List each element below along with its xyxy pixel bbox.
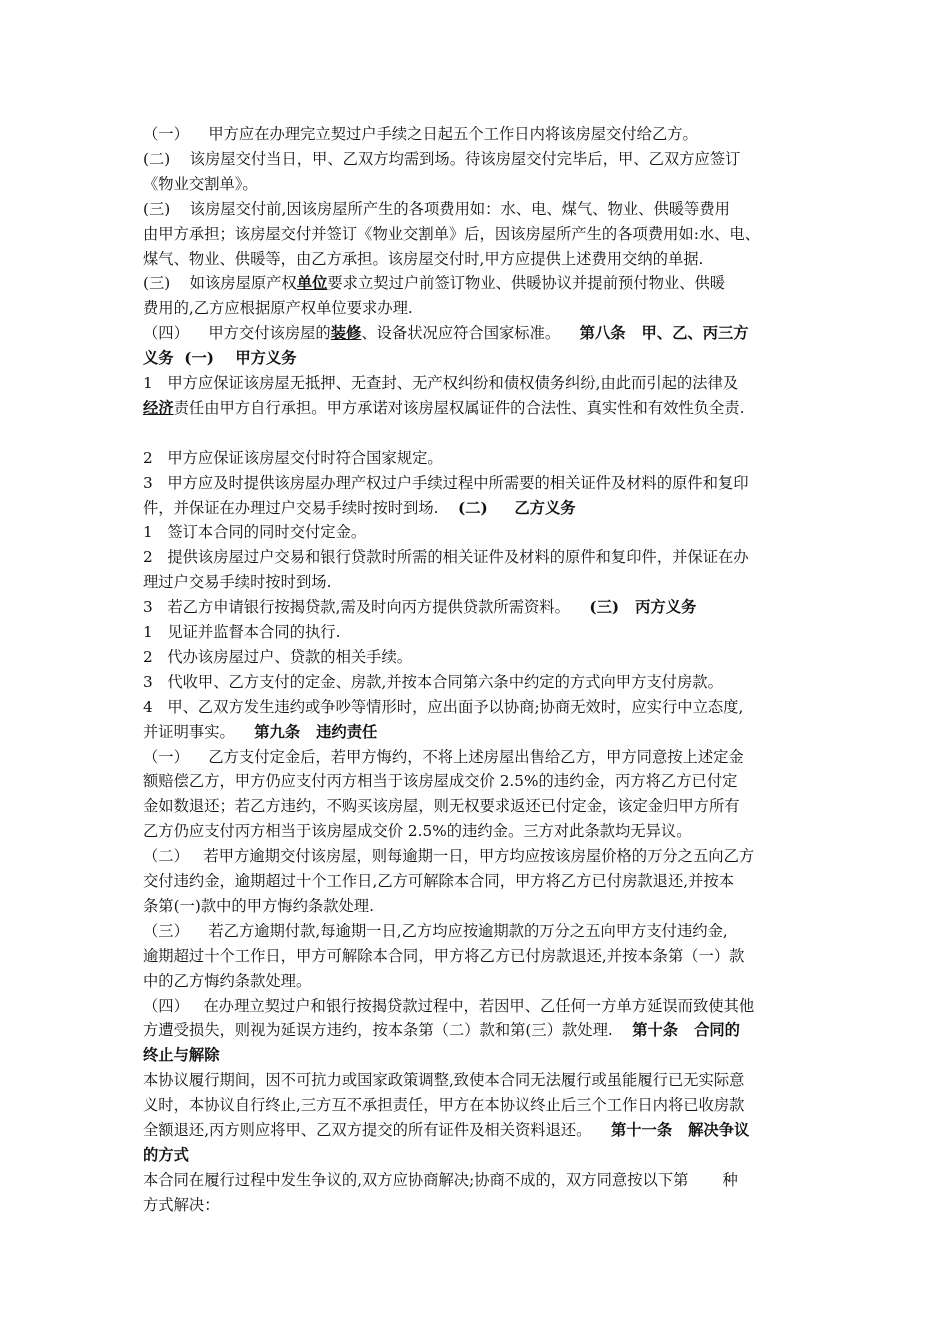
text-run: 由甲方承担；该房屋交付并签订《物业交割单》后，因该房屋所产生的各项费用如:水、电、 (143, 224, 761, 243)
text-line (143, 1018, 740, 1042)
text-line (143, 919, 728, 943)
text-run: 3 代收甲、乙方支付的定金、房款,并按本合同第六条中约定的方式向甲方支付房款。 (143, 672, 723, 691)
text-run: 《物业交割单》。 (143, 174, 258, 193)
text-line (143, 396, 744, 420)
text-run: 中的乙方悔约条款处理。 (143, 971, 312, 990)
text-run: 义时，本协议自行终止,三方互不承担责任，甲方在本协议终止后三个工作日内将已收房款 (143, 1096, 745, 1115)
text-line (143, 172, 258, 196)
text-run: 4 甲、乙双方发生违约或争吵等情形时，应出面予以协商;协商无效时，应实行中立态度, (143, 697, 744, 716)
text-line (143, 222, 760, 246)
text-run: 2 甲方应保证该房屋交付时符合国家规定。 (143, 448, 443, 467)
text-line (143, 670, 723, 694)
text-run: 交付违约金，逾期超过十个工作日,乙方可解除本合同，甲方将乙方已付房款退还,并按本 (143, 872, 735, 890)
text-run: 、设备状况应符合国家标准。 (361, 324, 580, 343)
text-run: 全额退还,丙方则应将甲、乙双方提交的所有证件及相关资料退还。 (143, 1121, 611, 1139)
text-line (143, 944, 744, 968)
text-run: 煤气、物业、供暖等，由乙方承担。该房屋交付时,甲方应提供上述费用交纳的单据. (143, 249, 704, 268)
text-run: 2 代办该房屋过户、贷款的相关手续。 (143, 647, 413, 666)
clause-heading: 第八条 甲、乙、丙三方 (579, 324, 749, 343)
text-line (143, 346, 297, 370)
text-line (143, 446, 443, 470)
text-line (143, 197, 730, 221)
text-line (143, 1118, 749, 1142)
text-line (143, 545, 749, 569)
text-run: 责任由甲方自行承担。甲方承诺对该房屋权属证件的合法性、真实性和有效性负全责. (173, 398, 745, 417)
text-line (143, 720, 377, 744)
clause-heading: 第十一条 解决争议 (610, 1121, 750, 1139)
text-line (143, 695, 743, 719)
text-run: 逾期超过十个工作日，甲方可解除本合同，甲方将乙方已付房款退还,并按本条第（一）款 (143, 946, 745, 965)
text-line (143, 321, 749, 345)
text-line (143, 471, 749, 495)
text-line (143, 1093, 744, 1117)
text-line (143, 247, 703, 271)
text-run: （三） 若乙方逾期付款,每逾期一日,乙方均应按逾期款的万分之五向甲方支付违约金, (143, 921, 728, 940)
text-line (143, 147, 740, 171)
text-line (143, 620, 340, 644)
text-run: （二） 若甲方逾期交付该房屋，则每逾期一日，甲方均应按该房屋价格的万分之五向乙方 (143, 847, 755, 866)
text-run: 件，并保证在办理过户交易手续时按时到场. (143, 498, 458, 517)
text-line (143, 745, 744, 769)
text-line (143, 271, 725, 295)
text-line (143, 496, 576, 520)
text-line (143, 869, 734, 893)
underlined-term: 经济 (143, 398, 174, 417)
text-run: 3 若乙方申请银行按揭贷款,需及时向丙方提供贷款所需资料。 (143, 598, 590, 617)
text-run: 金如数退还；若乙方违约，不购买该房屋，则无权要求返还已付定金，该定金归甲方所有 (143, 797, 740, 816)
clause-heading: 第十条 合同的 (632, 1021, 740, 1040)
text-run: 条第(一)款中的甲方悔约条款处理. (143, 896, 374, 915)
text-line (143, 769, 737, 793)
text-run: （四） 甲方交付该房屋的 (143, 324, 331, 343)
clause-heading: 终止与解除 (143, 1046, 220, 1065)
clause-heading: 的方式 (143, 1145, 189, 1164)
text-line (143, 1168, 738, 1192)
text-run: 费用的,乙方应根据原产权单位要求办理. (143, 299, 413, 318)
text-line (143, 894, 374, 918)
text-line (143, 844, 754, 868)
text-run: 1 签订本合同的同时交付定金。 (143, 523, 367, 542)
text-line (143, 794, 740, 818)
text-line (143, 595, 696, 619)
text-run: 3 甲方应及时提供该房屋办理产权过户手续过程中所需要的相关证件及材料的原件和复印 (143, 473, 749, 492)
text-line (143, 994, 754, 1018)
text-line (143, 520, 366, 544)
underlined-term: 装修 (330, 324, 362, 343)
text-line (143, 570, 331, 594)
text-run: （四） 在办理立契过户和银行按揭贷款过程中，若因甲、乙任何一方单方延误而致使其他 (143, 996, 755, 1015)
text-run: 本协议履行期间，因不可抗力或国家政策调整,致使本合同无法履行或虽能履行已无实际意 (143, 1071, 745, 1090)
text-line (143, 371, 738, 395)
text-run: (三) 如该房屋原产权 (143, 274, 297, 293)
text-run: 额赔偿乙方，甲方仍应支付丙方相当于该房屋成交价 2.5%的违约金，丙方将乙方已付定 (143, 772, 738, 791)
text-run: 并证明事实。 (143, 722, 255, 741)
text-run: (二) 该房屋交付当日，甲、乙双方均需到场。待该房屋交付完毕后，甲、乙双方应签订 (143, 149, 741, 168)
text-run: 本合同在履行过程中发生争议的,双方应协商解决;协商不成的，双方同意按以下第 种 (143, 1170, 738, 1189)
clause-heading: 第九条 违约责任 (254, 722, 378, 741)
text-run: 乙方仍应支付丙方相当于该房屋成交价 2.5%的违约金。三方对此条款均无异议。 (143, 822, 692, 841)
clause-heading: 义务 (一) 甲方义务 (143, 349, 297, 368)
clause-heading: (三) 丙方义务 (589, 598, 697, 617)
text-run: （一） 甲方应在办理完立契过户手续之日起五个工作日内将该房屋交付给乙方。 (143, 125, 698, 143)
text-line (143, 645, 412, 669)
text-line (143, 1043, 220, 1067)
text-run: 1 见证并监督本合同的执行. (143, 623, 341, 641)
underlined-term: 单位 (296, 274, 328, 293)
text-run: 要求立契过户前签订物业、供暖协议并提前预付物业、供暖 (327, 274, 726, 293)
text-run: 方遭受损失，则视为延误方违约，按本条第（二）款和第(三）款处理. (143, 1021, 633, 1040)
text-line (143, 1143, 189, 1167)
text-run: (三) 该房屋交付前,因该房屋所产生的各项费用如：水、电、煤气、物业、供暖等费用 (143, 199, 730, 218)
text-run: 1 甲方应保证该房屋无抵押、无查封、无产权纠纷和债权债务纠纷,由此而引起的法律及 (143, 374, 739, 392)
text-run: 2 提供该房屋过户交易和银行贷款时所需的相关证件及材料的原件和复印件，并保证在办 (143, 548, 749, 567)
text-run: （一） 乙方支付定金后，若甲方悔约，不将上述房屋出售给乙方，甲方同意按上述定金 (143, 747, 744, 766)
text-line (143, 296, 413, 320)
text-run: 方式解决： (143, 1195, 220, 1214)
text-line (143, 969, 311, 993)
text-line (143, 819, 692, 843)
text-line (143, 1068, 744, 1092)
text-line (143, 122, 698, 146)
text-run: 理过户交易手续时按时到场. (143, 573, 332, 592)
clause-heading: (二) 乙方义务 (457, 498, 576, 517)
text-line (143, 1193, 220, 1217)
